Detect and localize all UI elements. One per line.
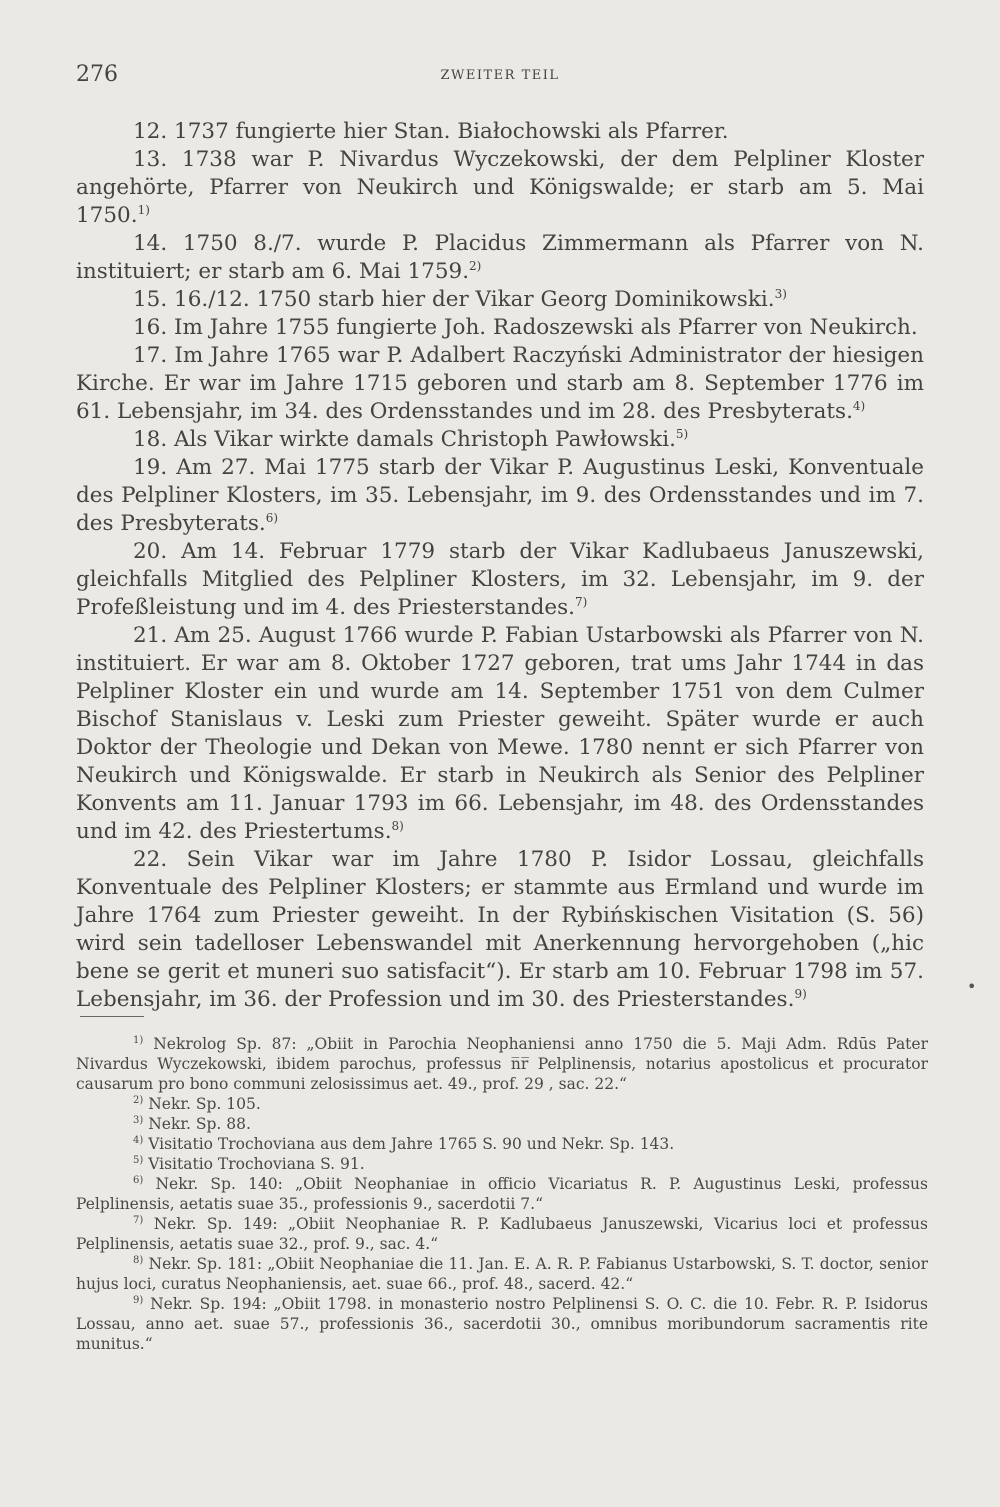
footnote bbox=[76, 1254, 928, 1294]
footnote-reference[interactable]: 8) bbox=[391, 818, 404, 833]
paragraph-text: 12. 1737 fungierte hier Stan. Białochowski als Pfarrer. bbox=[133, 119, 729, 144]
footnote-text: Nekr. Sp. 194: „Obiit 1798. in monasterio nostro Pelplinensi S. O. C. die 10. Febr. R. P. Isidorus Lossau, anno aet. suae 57., professionis 36., sacerdotii 30., omnibus moribundorum sacramentis rite munitus.“ bbox=[76, 1295, 928, 1353]
footnote-reference[interactable]: 2) bbox=[469, 258, 482, 273]
footnote-mark: 7) bbox=[133, 1214, 144, 1226]
footnote-reference[interactable]: 7) bbox=[574, 594, 588, 609]
paragraph bbox=[76, 314, 924, 342]
paragraph bbox=[76, 230, 924, 286]
footnote-mark: 1) bbox=[133, 1034, 144, 1046]
paragraph bbox=[76, 538, 924, 622]
footnote-mark: 8) bbox=[133, 1254, 144, 1266]
page-number: 276 bbox=[76, 62, 118, 87]
footnote bbox=[76, 1214, 928, 1254]
footnote bbox=[76, 1154, 928, 1174]
paragraph-text: 20. Am 14. Februar 1779 starb der Vikar Kadlubaeus Januszewski, gleichfalls Mitglied des Pelpliner Klosters, im 32. Lebensjahr, im 9. der Profeßleistung und im 4. des Priesterstandes. bbox=[76, 539, 924, 620]
footnote-reference[interactable]: 1) bbox=[137, 202, 150, 217]
footnote-divider bbox=[80, 1016, 144, 1017]
paragraph-text: 16. Im Jahre 1755 fungierte Joh. Radoszewski als Pfarrer von Neukirch. bbox=[133, 315, 918, 340]
footnote-reference[interactable]: 4) bbox=[852, 398, 866, 413]
paragraph bbox=[76, 286, 924, 314]
footnote-mark: 6) bbox=[133, 1174, 144, 1186]
footnote bbox=[76, 1094, 928, 1114]
footnote-reference[interactable]: 5) bbox=[675, 426, 689, 441]
running-head: ZWEITER TEIL bbox=[440, 68, 560, 83]
footnote bbox=[76, 1134, 928, 1154]
paragraph-text: 21. Am 25. August 1766 wurde P. Fabian Ustarbowski als Pfarrer von N. instituiert. Er war am 8. Oktober 1727 geboren, trat ums Jahr 1744 in das Pelpliner Kloster ein und wurde am 14. September 1751 von dem Culmer Bischof Stanislaus v. Leski zum Priester geweiht. Später wurde er auch Doktor der Theologie und Dekan von Mewe. 1780 nennt er sich Pfarrer von Neukirch und Königswalde. Er starb in Neukirch als Senior des Pelpliner Konvents am 11. Januar 1793 im 66. Lebensjahr, im 48. des Ordensstandes und im 42. des Priestertums. bbox=[76, 623, 924, 844]
print-speck: • bbox=[967, 977, 977, 996]
paragraph bbox=[76, 426, 924, 454]
footnote-reference[interactable]: 9) bbox=[794, 986, 807, 1001]
paragraph bbox=[76, 454, 924, 538]
footnote-reference[interactable]: 3) bbox=[774, 286, 787, 301]
footnote-mark: 9) bbox=[133, 1294, 144, 1306]
paragraph bbox=[76, 118, 924, 146]
footnote-text: Nekr. Sp. 181: „Obiit Neophaniae die 11. Jan. E. A. R. P. Fabianus Ustarbowski, S. T. doctor, senior hujus loci, curatus Neophaniensis, aet. suae 66., prof. 48., sacerd. 42.“ bbox=[76, 1255, 928, 1293]
paragraph-text: 15. 16./12. 1750 starb hier der Vikar Georg Dominikowski. bbox=[133, 287, 775, 312]
paragraph-text: 14. 1750 8./7. wurde P. Placidus Zimmermann als Pfarrer von N. instituiert; er starb am 6. Mai 1759. bbox=[76, 231, 924, 284]
footnote-text: Nekr. Sp. 88. bbox=[148, 1115, 251, 1133]
footnote-mark: 2) bbox=[133, 1094, 144, 1106]
footnote-reference[interactable]: 6) bbox=[265, 510, 279, 525]
paragraph-text: 17. Im Jahre 1765 war P. Adalbert Raczyński Administrator der hiesigen Kirche. Er war im Jahre 1715 geboren und starb am 8. September 1776 im 61. Lebensjahr, im 34. des Ordensstandes und im 28. des Presbyterats. bbox=[76, 343, 924, 424]
page-header bbox=[76, 62, 924, 92]
main-text bbox=[76, 118, 924, 1014]
footnote-text: Visitatio Trochoviana S. 91. bbox=[148, 1155, 365, 1173]
footnote bbox=[76, 1294, 928, 1354]
footnote-text: Nekr. Sp. 140: „Obiit Neophaniae in officio Vicariatus R. P. Augustinus Leski, professus Pelplinensis, aetatis suae 35., professionis 9., sacerdotii 7.“ bbox=[76, 1175, 928, 1213]
footnote bbox=[76, 1174, 928, 1214]
paragraph-text: 19. Am 27. Mai 1775 starb der Vikar P. Augustinus Leski, Konventuale des Pelpliner Klosters, im 35. Lebensjahr, im 9. des Ordensstandes und im 7. des Presbyterats. bbox=[76, 455, 924, 536]
paragraph bbox=[76, 146, 924, 230]
footnote-text: Nekr. Sp. 149: „Obiit Neophaniae R. P. Kadlubaeus Januszewski, Vicarius loci et professus Pelplinensis, aetatis suae 32., prof. 9., sac. 4.“ bbox=[76, 1215, 928, 1253]
footnote-text: Nekrolog Sp. 87: „Obiit in Parochia Neophaniensi anno 1750 die 5. Maji Adm. Rdūs Pater Nivardus Wyczekowski, ibidem parochus, professus n̅r̅ Pelplinensis, notarius apostolicus et procurator causarum pro bono communi zelosissimus aet. 49., prof. 29 , sac. 22.“ bbox=[76, 1035, 928, 1093]
paragraph bbox=[76, 342, 924, 426]
footnote-mark: 5) bbox=[133, 1154, 144, 1166]
footnote bbox=[76, 1034, 928, 1094]
paragraph-text: 22. Sein Vikar war im Jahre 1780 P. Isidor Lossau, gleichfalls Konventuale des Pelpliner Klosters; er stammte aus Ermland und wurde im Jahre 1764 zum Priester geweiht. In der Rybińskischen Visitation (S. 56) wird sein tadelloser Lebenswandel mit Anerkennung hervorgehoben („hic bene se gerit et muneri suo satisfacit“). Er starb am 10. Februar 1798 im 57. Lebensjahr, im 36. der Profession und im 30. des Priesterstandes. bbox=[76, 847, 924, 1012]
footnote bbox=[76, 1114, 928, 1134]
paragraph-text: 18. Als Vikar wirkte damals Christoph Pawłowski. bbox=[133, 427, 676, 452]
footnote-mark: 3) bbox=[133, 1114, 144, 1126]
footnote-text: Nekr. Sp. 105. bbox=[148, 1095, 261, 1113]
paragraph bbox=[76, 846, 924, 1014]
footnote-text: Visitatio Trochoviana aus dem Jahre 1765 S. 90 und Nekr. Sp. 143. bbox=[148, 1135, 675, 1153]
footnotes bbox=[76, 1034, 928, 1354]
footnote-mark: 4) bbox=[133, 1134, 144, 1146]
paragraph-text: 13. 1738 war P. Nivardus Wyczekowski, der dem Pelpliner Kloster angehörte, Pfarrer von Neukirch und Königswalde; er starb am 5. Mai 1750. bbox=[76, 147, 924, 228]
paragraph bbox=[76, 622, 924, 846]
